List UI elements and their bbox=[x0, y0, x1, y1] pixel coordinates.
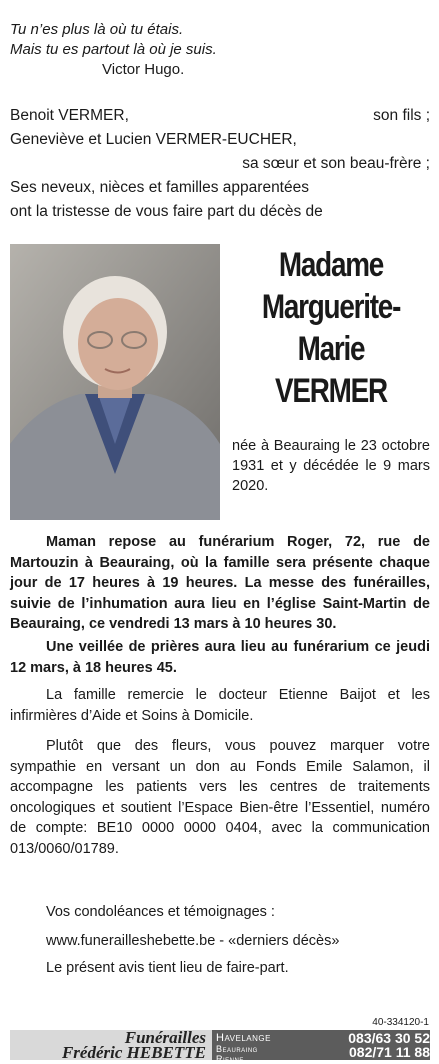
son-name: Benoit VERMER, bbox=[10, 107, 129, 124]
epigraph-author: Victor Hugo. bbox=[102, 61, 185, 78]
son-role: son fils ; bbox=[373, 107, 430, 124]
sister-role: sa sœur et son beau-frère ; bbox=[242, 155, 430, 172]
epigraph-line: Mais tu es partout là où je suis. bbox=[10, 41, 217, 58]
brand-line: Funérailles bbox=[124, 1028, 206, 1047]
thanks-paragraph: La famille remercie le docteur Etienne Baijot et les infirmières d’Aide et Soins à Domicile. bbox=[10, 687, 430, 724]
donation-paragraph: Plutôt que des fleurs, vous pouvez marquer votre sympathie en versant un don au Fonds Emile Salamon, il accompagne les patients vers les centres de traitements oncologiques et soutient l’Espace Bien-être l’Essentiel, numéro de compte: BE10 0000 0000 0404, avec la communication 013/0060/01789. bbox=[10, 738, 430, 857]
notice-line: Le présent avis tient lieu de faire-part. bbox=[46, 960, 289, 976]
family-row-son bbox=[10, 104, 430, 128]
phone-havelange: 083/63 30 52 bbox=[348, 1030, 430, 1046]
phone-beauraing-rienne: 082/71 11 88 bbox=[349, 1044, 430, 1060]
name-line: Madame bbox=[278, 246, 384, 284]
sister-names: Geneviève et Lucien VERMER-EUCHER, bbox=[10, 131, 297, 148]
portrait-photo bbox=[10, 244, 220, 520]
condolences-line: Vos condoléances et témoignages : bbox=[46, 904, 275, 920]
brand-line: Frédéric HEBETTE bbox=[61, 1043, 206, 1062]
name-line: VERMER bbox=[275, 372, 387, 410]
vigil-paragraph: Une veillée de prières aura lieu au funérarium ce jeudi 12 mars, à 18 heures 45. bbox=[10, 639, 430, 676]
name-line: Marie bbox=[297, 330, 365, 368]
reference-number: 40-334120-1 bbox=[372, 1017, 429, 1028]
relatives-line: ont la tristesse de vous faire part du décès de bbox=[10, 203, 323, 220]
location-beauraing: Beauraing bbox=[216, 1044, 258, 1054]
funeral-home-brand bbox=[10, 1030, 212, 1060]
epigraph bbox=[10, 20, 217, 80]
website-link[interactable]: www.funerailleshebette.be - «derniers décès» bbox=[46, 933, 340, 949]
funeral-home-contacts bbox=[216, 1030, 430, 1064]
portrait-illustration bbox=[10, 244, 220, 520]
epigraph-line: Tu n’es plus là où tu étais. bbox=[10, 21, 184, 38]
name-line: Marguerite- bbox=[261, 288, 401, 326]
location-havelange: Havelange bbox=[216, 1032, 271, 1044]
location-rienne: Rienne bbox=[216, 1054, 244, 1064]
family-announcement bbox=[10, 104, 430, 224]
visitation-paragraph: Maman repose au funérarium Roger, 72, rue de Martouzin à Beauraing, où la famille sera présente chaque jour de 17 heures à 19 heures. La messe des funérailles, suivie de l’inhumation aura lieu en l’église Saint-Martin de Beauraing, ce vendredi 13 mars à 10 heures 30. bbox=[10, 534, 430, 632]
funeral-home-banner bbox=[10, 1028, 430, 1064]
deceased-name bbox=[250, 244, 412, 412]
relatives-line: Ses neveux, nièces et familles apparentées bbox=[10, 179, 309, 196]
birth-death-info: née à Beauraing le 23 octobre 1931 et y décédée le 9 mars 2020. bbox=[232, 438, 430, 494]
